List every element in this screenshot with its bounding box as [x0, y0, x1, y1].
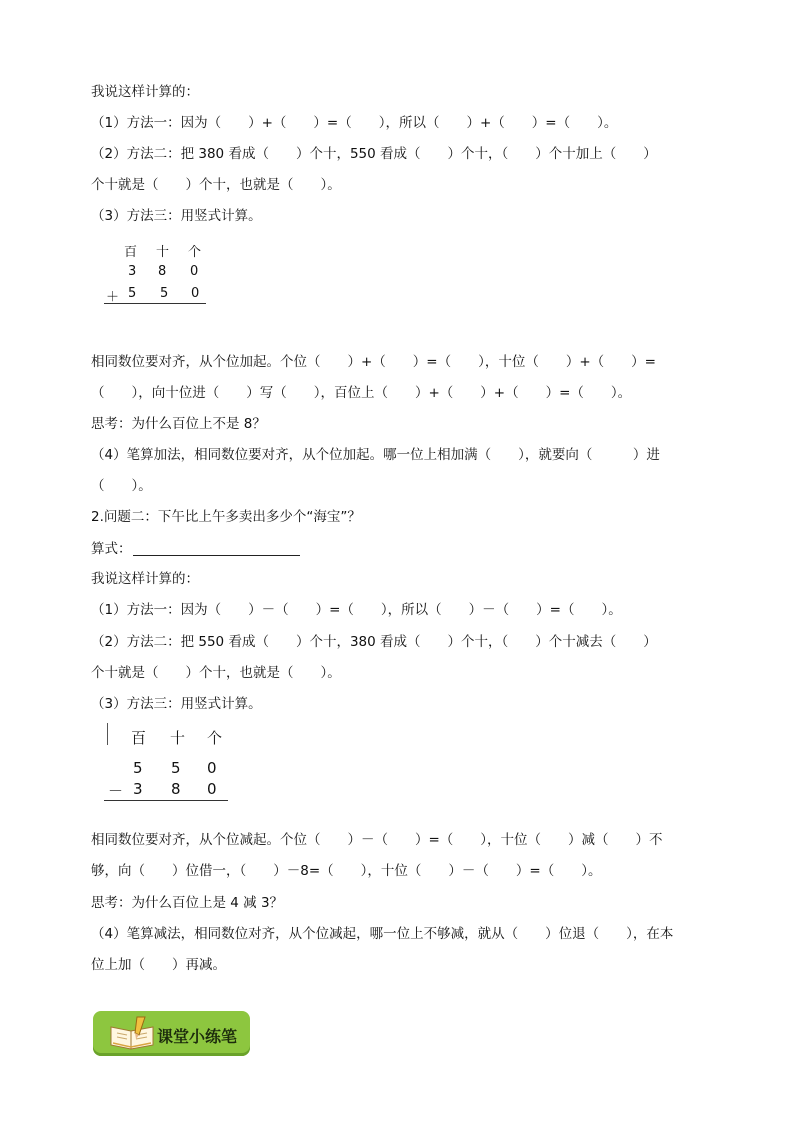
align-sub-line1: 相同数位要对齐，从个位减起。个位（ ）－（ ）=（ ），十位（ ）减（ ）不: [91, 832, 663, 848]
addend2-tens: 5: [160, 286, 169, 301]
minus-sign: －: [108, 782, 124, 800]
intro-text-2: 我说这样计算的：: [91, 571, 199, 587]
formula-label: 算式：: [91, 541, 132, 557]
minuend-ones: 0: [207, 759, 217, 777]
addend1-hundreds: 3: [128, 264, 137, 279]
method3-sub: （3）方法三：用竖式计算。: [91, 696, 262, 712]
col-header-tens-2: 十: [170, 729, 186, 747]
open-book-pencil-icon: [107, 1015, 159, 1057]
subtrahend-ones: 0: [207, 780, 217, 798]
addend1-tens: 8: [158, 264, 167, 279]
think-add: 思考：为什么百位上不是 8？: [91, 416, 266, 432]
method1-add: （1）方法一：因为（ ）+（ ）=（ ），所以（ ）+（ ）=（ ）。: [91, 115, 618, 131]
practice-section-badge: [93, 1011, 250, 1056]
subtrahend-hundreds: 3: [133, 780, 143, 798]
method2-add-line2: 个十就是（ ）个十，也就是（ ）。: [91, 177, 341, 193]
vertical-edge-mark: [107, 723, 108, 745]
method4-add-line1: （4）笔算加法，相同数位要对齐，从个位加起。哪一位上相加满（ ），就要向（ ）进: [91, 447, 660, 463]
method4-add-line2: （ ）。: [91, 478, 152, 494]
minuend-hundreds: 5: [133, 759, 143, 777]
col-header-ones: 个: [188, 245, 202, 260]
method2-sub-line2: 个十就是（ ）个十，也就是（ ）。: [91, 665, 341, 681]
badge-label: 课堂小练笔: [157, 1027, 238, 1046]
subtraction-result-line: [104, 800, 228, 801]
align-add-line2: （ ），向十位进（ ）写（ ），百位上（ ）+（ ）+（ ）=（ ）。: [91, 385, 632, 401]
align-add-line1: 相同数位要对齐，从个位加起。个位（ ）+（ ）=（ ），十位（ ）+（ ）=: [91, 354, 656, 370]
question2: 2.问题二：下午比上午多卖出多少个“海宝”？: [91, 509, 361, 525]
minuend-tens: 5: [171, 759, 181, 777]
think-sub: 思考：为什么百位上是 4 减 3？: [91, 895, 284, 911]
method2-add-line1: （2）方法二：把 380 看成（ ）个十，550 看成（ ）个十，（ ）个十加上（ ）: [91, 146, 657, 162]
subtrahend-tens: 8: [171, 780, 181, 798]
method2-sub-line1: （2）方法二：把 550 看成（ ）个十，380 看成（ ）个十，（ ）个十减去（ ）: [91, 634, 657, 650]
addition-result-line: [104, 303, 206, 304]
method1-sub: （1）方法一：因为（ ）－（ ）=（ ），所以（ ）－（ ）=（ ）。: [91, 602, 622, 618]
intro-text-1: 我说这样计算的：: [91, 84, 199, 100]
formula-answer-blank[interactable]: [133, 555, 300, 556]
method4-sub-line2: 位上加（ ）再减。: [91, 957, 226, 973]
addend1-ones: 0: [190, 264, 199, 279]
col-header-ones-2: 个: [207, 729, 223, 747]
plus-sign: ＋: [106, 290, 120, 305]
method3-add: （3）方法三：用竖式计算。: [91, 208, 262, 224]
align-sub-line2: 够，向（ ）位借一，（ ）－8=（ ），十位（ ）－（ ）=（ ）。: [91, 863, 602, 879]
addend2-ones: 0: [191, 286, 200, 301]
col-header-hundreds-2: 百: [131, 729, 147, 747]
col-header-hundreds: 百: [124, 245, 138, 260]
method4-sub-line1: （4）笔算减法，相同数位对齐，从个位减起，哪一位上不够减，就从（ ）位退（ ），在本: [91, 926, 674, 942]
col-header-tens: 十: [156, 245, 170, 260]
addend2-hundreds: 5: [128, 286, 137, 301]
